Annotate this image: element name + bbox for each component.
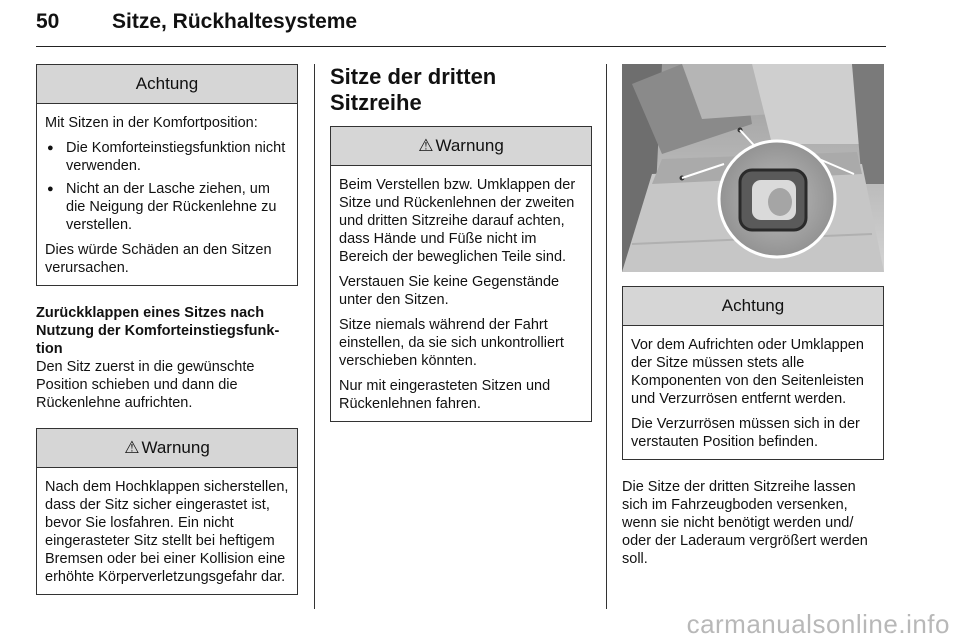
caution-intro: Mit Sitzen in der Komfortposition: xyxy=(45,115,258,131)
warning-paragraph: Beim Verstellen bzw. Umklappen der Sitze und Rückenlehnen der zweiten und dritten Sitzreihe darauf achten, dass Hände und Füße nicht im Bereich der beweglichen Teile sind. xyxy=(339,177,576,265)
caution-title: Achtung xyxy=(37,65,297,104)
warning-box xyxy=(330,126,592,422)
section-title: Sitze der dritten Sitzreihe xyxy=(330,64,497,115)
warning-text: Nach dem Hochklappen sicherstellen, dass der Sitz sicher eingerastet ist, bevor Sie losfahren. Ein nicht eingerasteter Sitz stellt bei heftigem Bremsen oder bei einer Kollision eine erhöhte Körperverletzungsgefahr dar. xyxy=(45,479,289,585)
column-divider xyxy=(314,64,315,609)
page-number: 50 xyxy=(36,10,60,33)
warning-icon: ⚠ xyxy=(124,438,140,457)
warning-title: Warnung xyxy=(435,136,504,155)
column-right xyxy=(622,64,884,584)
warning-icon: ⚠ xyxy=(418,136,434,155)
caution-title: Achtung xyxy=(623,287,883,326)
chapter-title: Sitze, Rückhaltesysteme xyxy=(112,10,358,33)
list-item: ● Nicht an der Lasche ziehen, um die Neigung der Rückenlehne zu verstellen. xyxy=(45,180,289,234)
list-item: ● Die Komforteinstiegsfunktion nicht verwenden. xyxy=(45,139,289,175)
page-header xyxy=(36,6,886,47)
column-divider xyxy=(606,64,607,609)
warning-title-bar xyxy=(331,127,591,166)
body-paragraph: Die Sitze der dritten Sitzreihe lassen sich im Fahrzeugboden versenken, wenn sie nicht benötigt werden und/ oder der Laderaum vergrößert werden soll. xyxy=(622,479,868,567)
subheading: Zurückklappen eines Sitzes nach Nutzung der Komforteinstiegsfunktion xyxy=(36,305,280,357)
column-middle xyxy=(330,64,592,440)
caution-box xyxy=(622,286,884,460)
warning-title: Warnung xyxy=(141,438,210,457)
warning-paragraph: Sitze niemals während der Fahrt einstellen, da sie sich unkontrolliert verschieben könnten. xyxy=(339,317,564,369)
caution-list xyxy=(45,139,289,234)
caution-paragraph: Die Verzurrösen müssen sich in der verstauten Position befinden. xyxy=(631,416,860,450)
caution-paragraph: Vor dem Aufrichten oder Umklappen der Sitze müssen stets alle Komponenten von den Seitenleisten und Verzurrösen entfernt werden. xyxy=(631,337,864,407)
column-left xyxy=(36,64,298,613)
warning-box xyxy=(36,428,298,595)
caution-box xyxy=(36,64,298,286)
warning-title-bar xyxy=(37,429,297,468)
warning-paragraph: Nur mit eingerasteten Sitzen und Rückenlehnen fahren. xyxy=(339,378,551,412)
caution-outro: Dies würde Schäden an den Sitzen verursachen. xyxy=(45,242,272,276)
warning-paragraph: Verstauen Sie keine Gegenstände unter den Sitzen. xyxy=(339,274,560,308)
cargo-area-photo xyxy=(622,64,884,272)
body-paragraph: Den Sitz zuerst in die gewünschte Position schieben und dann die Rückenlehne aufrichten. xyxy=(36,359,255,411)
watermark: carmanualsonline.info xyxy=(686,609,950,639)
